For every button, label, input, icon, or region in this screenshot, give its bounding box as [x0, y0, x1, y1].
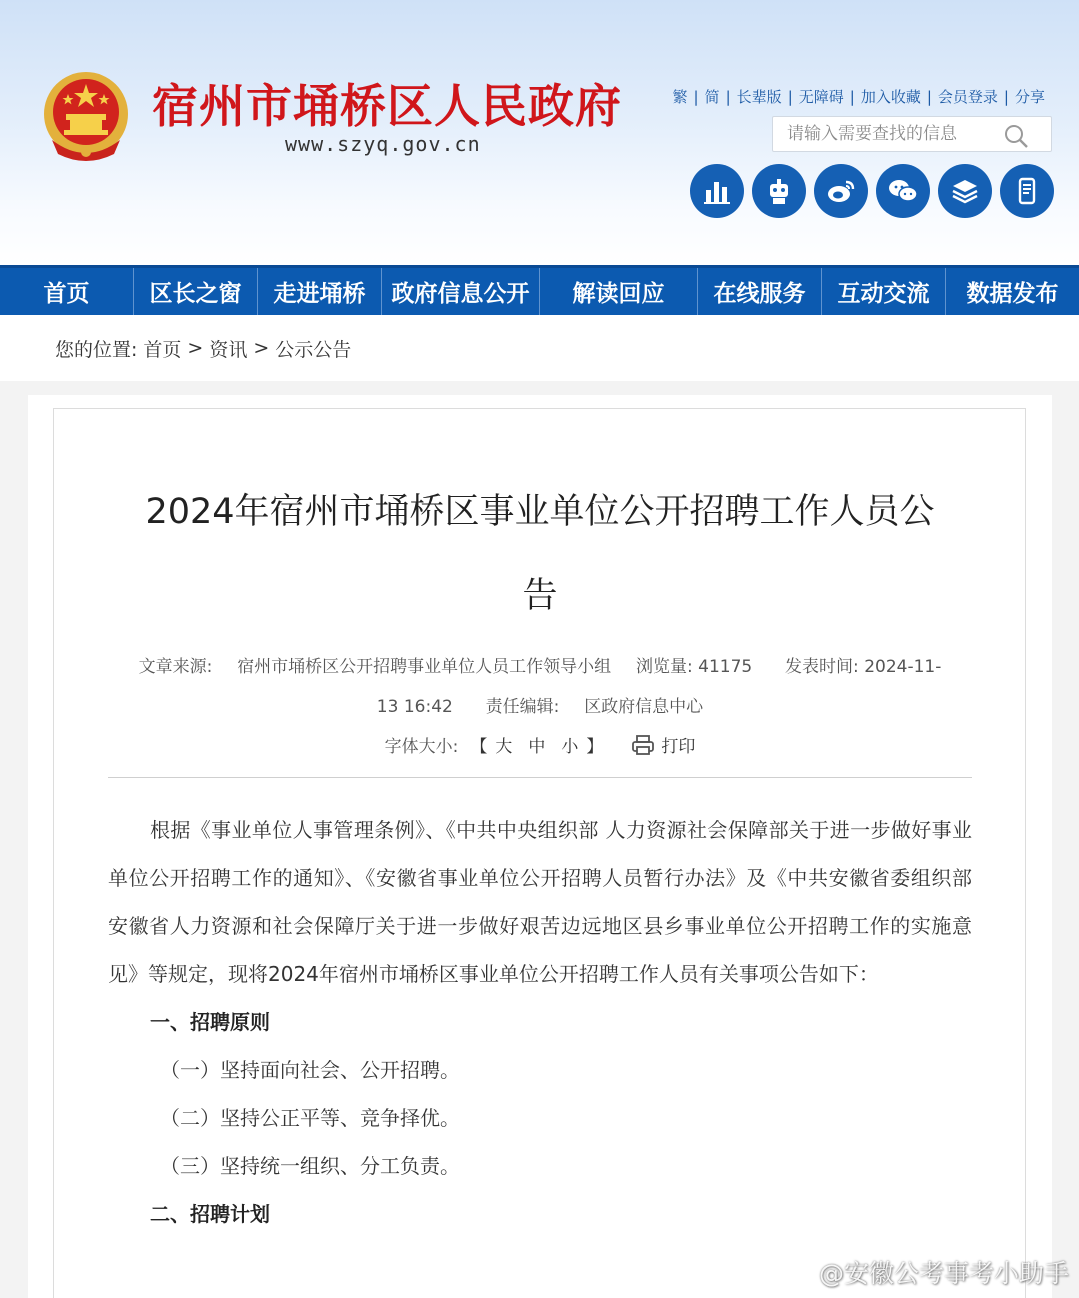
layers-icon[interactable]	[938, 164, 992, 218]
weibo-icon[interactable]	[814, 164, 868, 218]
search-input[interactable]	[773, 124, 993, 144]
nav-item-interpretation[interactable]: 解读回应	[540, 268, 698, 315]
article-paragraph: 根据《事业单位人事管理条例》、《中共中央组织部 人力资源社会保障部关于进一步做好事业单位公开招聘工作的通知》、《安徽省事业单位公开招聘人员暂行办法》及《中共安徽省委组织部 安徽省人力资源和社会保障厅关于进一步做好艰苦边远地区县乡事业单位公开招聘工作的实施意见》等规定，现将2024年宿州市埇桥区事业单位公开招聘工作人员有关事项公告如下：	[108, 818, 972, 986]
weibo-watermark	[781, 1254, 1069, 1290]
article-meta-row2	[108, 692, 972, 717]
link-bookmark[interactable]: 加入收藏	[860, 88, 921, 106]
breadcrumb-news[interactable]: 资讯	[209, 338, 248, 361]
source-label: 文章来源:	[138, 657, 213, 677]
breadcrumb-separator: >	[253, 337, 270, 359]
font-size-bracket-close: 】	[586, 737, 604, 757]
national-emblem-icon[interactable]	[42, 70, 130, 162]
article-title-line: 告	[522, 576, 558, 616]
top-links	[673, 86, 1045, 107]
list-item: （一）坚持面向社会、公开招聘。	[160, 1058, 460, 1082]
article-body	[108, 806, 972, 1238]
print-link[interactable]: 打印	[661, 737, 696, 757]
nav-item-data-release[interactable]: 数据发布	[966, 281, 1059, 307]
font-size-large[interactable]: 大	[495, 737, 513, 757]
main-nav	[0, 265, 1079, 315]
publish-time-value-cont: 13 16:42	[376, 697, 453, 717]
search-box	[772, 116, 1052, 152]
site-header	[0, 0, 1079, 265]
link-share[interactable]: 分享	[1014, 88, 1045, 106]
link-member-login[interactable]: 会员登录	[937, 88, 998, 106]
font-size-bracket-open: 【	[470, 737, 488, 757]
section-heading: 二、招聘计划	[150, 1202, 270, 1226]
breadcrumb-label: 您的位置:	[55, 338, 138, 361]
font-size-controls	[108, 732, 972, 757]
watermark-text: @安徽公考事考小助手	[818, 1259, 1069, 1288]
font-size-small[interactable]: 小	[561, 737, 579, 757]
link-separator: |	[926, 87, 932, 106]
article-meta-row1	[108, 652, 972, 677]
breadcrumb-announcements[interactable]: 公示公告	[275, 338, 352, 361]
weibo-logo-icon	[781, 1258, 815, 1286]
link-separator: |	[693, 87, 699, 106]
nav-item-gov-info[interactable]: 政府信息公开	[382, 268, 540, 315]
source-value: 宿州市埇桥区公开招聘事业单位人员工作领导小组	[237, 657, 612, 677]
data-chart-icon[interactable]	[690, 164, 744, 218]
nav-item-interaction[interactable]: 互动交流	[822, 268, 946, 315]
link-separator: |	[725, 87, 731, 106]
link-separator: |	[787, 87, 793, 106]
nav-item-home[interactable]: 首页	[0, 268, 134, 315]
wechat-icon[interactable]	[876, 164, 930, 218]
nav-item-online-service[interactable]: 在线服务	[698, 268, 822, 315]
nav-item-mayor-window[interactable]: 区长之窗	[134, 268, 258, 315]
list-item: （三）坚持统一组织、分工负责。	[160, 1154, 460, 1178]
link-elder-version[interactable]: 长辈版	[736, 88, 782, 106]
site-url: www.szyq.gov.cn	[285, 132, 481, 156]
mobile-icon[interactable]	[1000, 164, 1054, 218]
meta-divider	[108, 777, 972, 778]
views-value: 41175	[698, 657, 753, 677]
link-traditional[interactable]: 繁	[672, 88, 688, 106]
nav-item-about-yongqiao[interactable]: 走进埇桥	[258, 268, 382, 315]
publish-time-label: 发表时间:	[785, 657, 859, 677]
link-accessibility[interactable]: 无障碍	[798, 88, 844, 106]
section-heading: 一、招聘原则	[150, 1010, 270, 1034]
breadcrumb	[0, 315, 1079, 381]
publish-time-value: 2024-11-	[864, 657, 942, 677]
views-label: 浏览量:	[636, 657, 693, 677]
font-size-label: 字体大小:	[384, 737, 459, 757]
list-item: （二）坚持公正平等、竞争择优。	[160, 1106, 460, 1130]
article-title-line: 2024年宿州市埇桥区事业单位公开招聘工作人员公	[145, 492, 935, 532]
printer-icon[interactable]	[631, 734, 655, 756]
site-title[interactable]: 宿州市埇桥区人民政府	[152, 79, 622, 133]
editor-value: 区政府信息中心	[584, 697, 704, 717]
breadcrumb-home[interactable]: 首页	[143, 338, 182, 361]
editor-label: 责任编辑:	[485, 697, 560, 717]
search-icon[interactable]	[1003, 123, 1029, 149]
link-separator: |	[849, 87, 855, 106]
social-icons	[690, 164, 1054, 218]
article-title	[108, 470, 972, 638]
link-separator: |	[1003, 87, 1009, 106]
font-size-medium[interactable]: 中	[528, 737, 546, 757]
link-simplified[interactable]: 简	[704, 88, 720, 106]
breadcrumb-separator: >	[187, 337, 204, 359]
robot-icon[interactable]	[752, 164, 806, 218]
